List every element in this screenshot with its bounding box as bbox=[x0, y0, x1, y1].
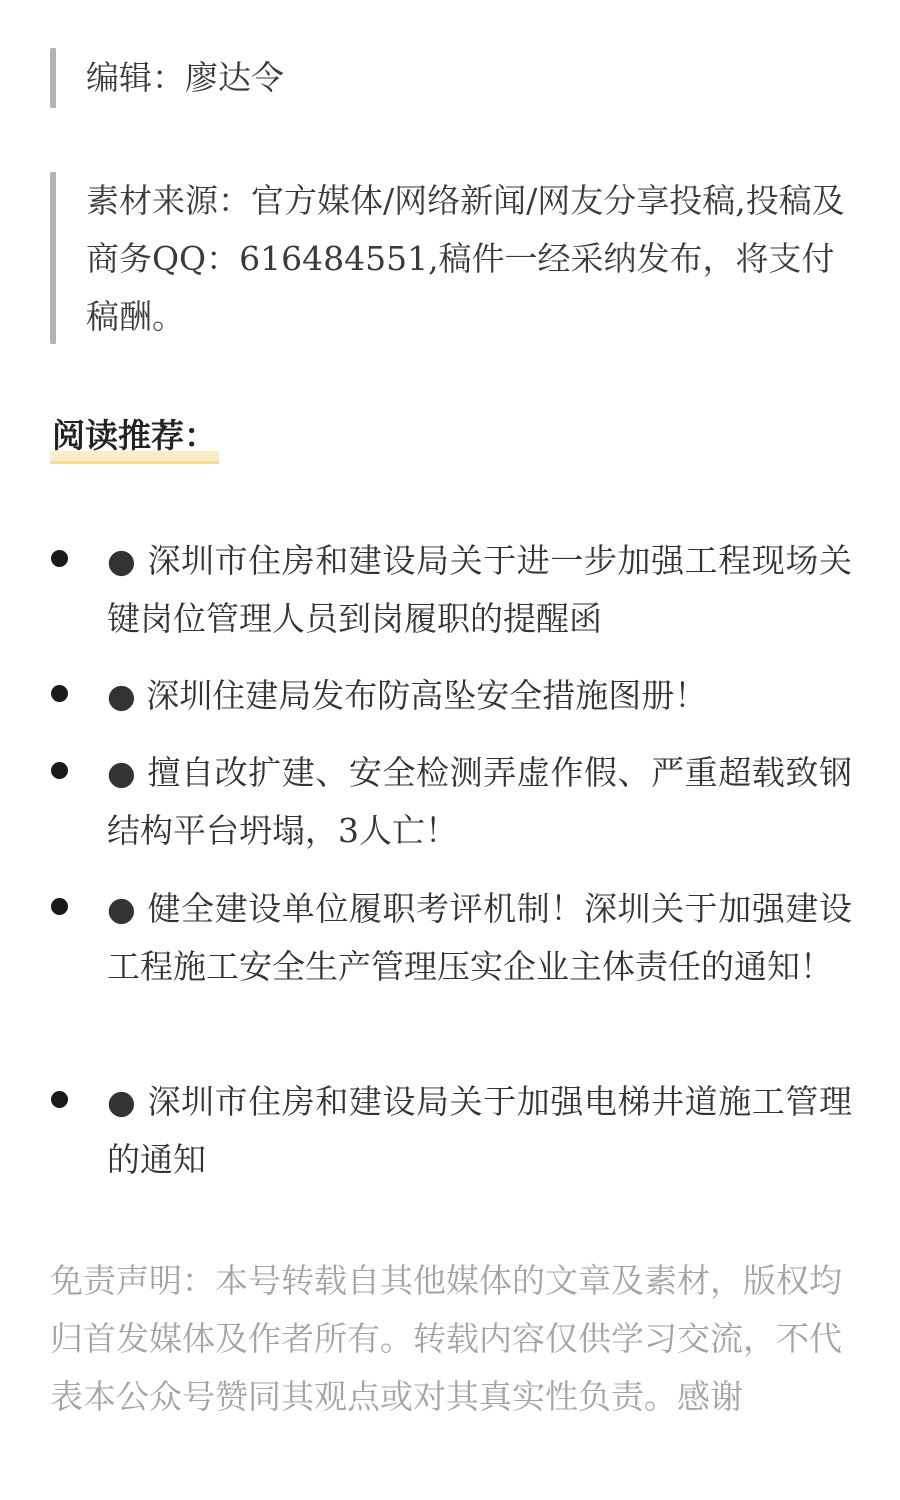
recommend-item-link[interactable]: ● 深圳住建局发布防高坠安全措施图册！ bbox=[107, 676, 708, 715]
disclaimer-text: 免责声明：本号转载自其他媒体的文章及素材，版权均归首发媒体及作者所有。转载内容仅供学习交流，不代表本公众号赞同其观点或对其真实性负责。感谢 bbox=[50, 1261, 842, 1416]
source-text: 素材来源：官方媒体/网络新闻/网友分享投稿,投稿及商务QQ：616484551,稿件一经采纳发布，将支付稿酬。 bbox=[86, 181, 845, 336]
recommend-heading: 阅读推荐： bbox=[50, 410, 219, 464]
list-bullet-icon bbox=[51, 898, 68, 915]
list-bullet-icon bbox=[51, 550, 68, 567]
list-bullet-icon bbox=[51, 1091, 68, 1108]
recommend-item-link[interactable]: ● 擅自改扩建、安全检测弄虚作假、严重超载致钢结构平台坍塌，3人亡！ bbox=[107, 753, 852, 850]
source-quote bbox=[50, 172, 860, 344]
list-bullet-icon bbox=[51, 762, 68, 779]
editor-text: 编辑：廖达令 bbox=[86, 58, 284, 97]
recommend-item-link[interactable]: ● 深圳市住房和建设局关于进一步加强工程现场关键岗位管理人员到岗履职的提醒函 bbox=[107, 541, 852, 638]
editor-quote bbox=[50, 48, 860, 108]
recommend-item-link[interactable]: ● 深圳市住房和建设局关于加强电梯井道施工管理的通知 bbox=[107, 1082, 852, 1179]
list-bullet-icon bbox=[51, 685, 68, 702]
recommend-item-link[interactable]: ● 健全建设单位履职考评机制！深圳关于加强建设工程施工安全生产管理压实企业主体责任的通知！ bbox=[107, 889, 852, 986]
